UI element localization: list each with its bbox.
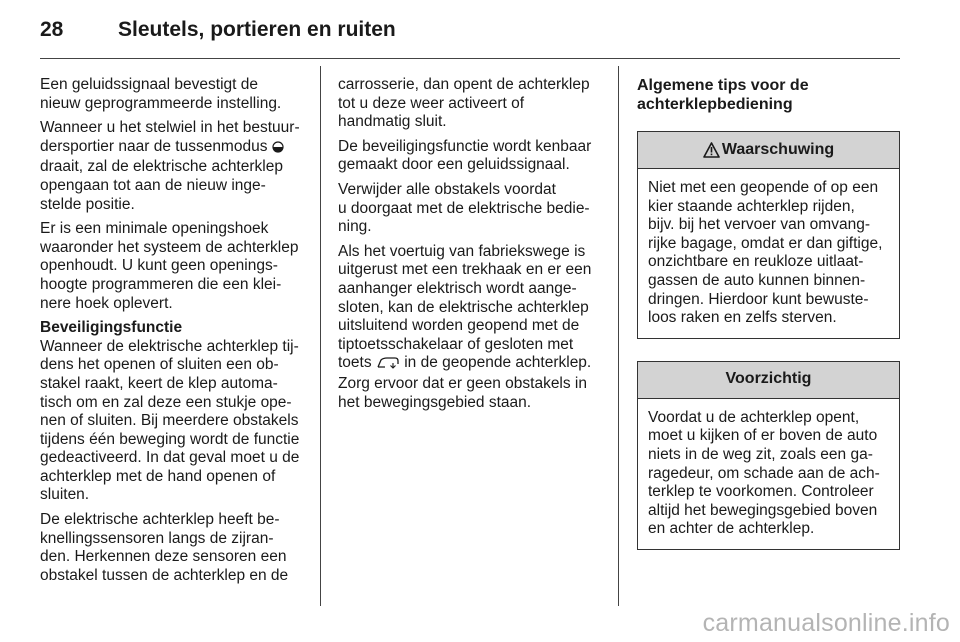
page-title: Sleutels, portieren en ruiten: [118, 18, 396, 41]
caution-header: [638, 362, 899, 399]
text-column-2: [338, 76, 604, 418]
caution-text: Voordat u de achterklep opent, moet u kijken of er boven de auto niets in de weg zit, zoals een ga- ragedeur, om schade aan de ach- terklep te voorkomen. Controleer altijd het bewegingsgebied boven en achter de achterklep.: [648, 408, 880, 538]
warning-text: Niet met een geopende of op een kier staande achterklep rijden, bijv. bij het vervoer van omvang- rijke bagage, omdat er dan giftige, onzichtbare en reukloze uitlaat- gassen de auto kunnen binnen- dringen. Hierdoor kunt bewuste- loos raken en zelfs sterven.: [648, 179, 883, 327]
caution-title: Voorzichtig: [725, 370, 812, 388]
warning-header: [638, 132, 899, 169]
caution-box: [637, 361, 900, 550]
paragraph: Een geluidssignaal bevestigt de nieuw geprogrammeerde instelling.: [40, 76, 282, 112]
text-column-1: [40, 76, 306, 591]
page-number: 28: [40, 18, 64, 41]
tailgate-button-icon: [376, 356, 400, 375]
paragraph-text: in de geopende achterklep. Zorg ervoor dat er geen obstakels in het bewegingsgebied staan.: [338, 354, 592, 411]
paragraph-text: Wanneer u het stelwiel in het bestuur- dersportier naar de tussenmodus: [40, 119, 300, 155]
section-heading: Algemene tips voor de achterklepbediening: [637, 77, 809, 113]
paragraph-text: draait, zal de elektrische achterklep opengaan tot aan de nieuw inge- stelde positie.: [40, 158, 283, 213]
watermark: carmanualsonline.info: [702, 609, 950, 637]
paragraph: Er is een minimale openingshoek waaronder het systeem de achterklep openhoudt. U kunt geen openings- hoogte programmeren die een klei- nere hoek oplevert.: [40, 220, 299, 312]
text-column-3: [637, 76, 900, 550]
section-heading: Beveiligingsfunctie: [40, 319, 183, 337]
header-divider: [40, 58, 900, 59]
warning-box: [637, 131, 900, 339]
paragraph: carrosserie, dan opent de achterklep tot u deze weer activeert of handmatig sluit.: [338, 76, 590, 131]
half-filled-circle-icon: [272, 140, 284, 159]
warning-triangle-icon: [703, 142, 720, 158]
page-header: [40, 18, 396, 48]
paragraph-with-icon: [338, 243, 604, 412]
column-divider-1: [320, 66, 321, 606]
paragraph-text: Als het voertuig van fabriekswege is uitgerust met een trekhaak en er een aanhanger elektrisch wordt aange- sloten, kan de elektrische achterklep uitsluitend worden geopend met de tiptoetsschakelaar of gesloten met toets: [338, 242, 592, 372]
paragraph: Wanneer de elektrische achterklep tij- dens het openen of sluiten een ob- stakel raakt, keert de klep automa- tisch om en zal deze een stukje ope- nen of sluiten. Bij meerdere obstakels tijdens één beweging wordt de functie gedeactiveerd. In dat geval moet u de achterklep met de hand openen of sluiten.: [40, 337, 300, 504]
warning-title: Waarschuwing: [721, 140, 835, 158]
paragraph-with-icon: [40, 119, 306, 214]
paragraph: De elektrische achterklep heeft be- knellingssensoren langs de zijran- den. Herkennen deze sensoren een obstakel tussen de achterklep en de: [40, 511, 289, 584]
paragraph: Verwijder alle obstakels voordat u doorgaat met de elektrische bedie- ning.: [338, 180, 590, 236]
paragraph: De beveiligingsfunctie wordt kenbaar gemaakt door een geluidssignaal.: [338, 137, 592, 174]
column-divider-2: [618, 66, 619, 606]
